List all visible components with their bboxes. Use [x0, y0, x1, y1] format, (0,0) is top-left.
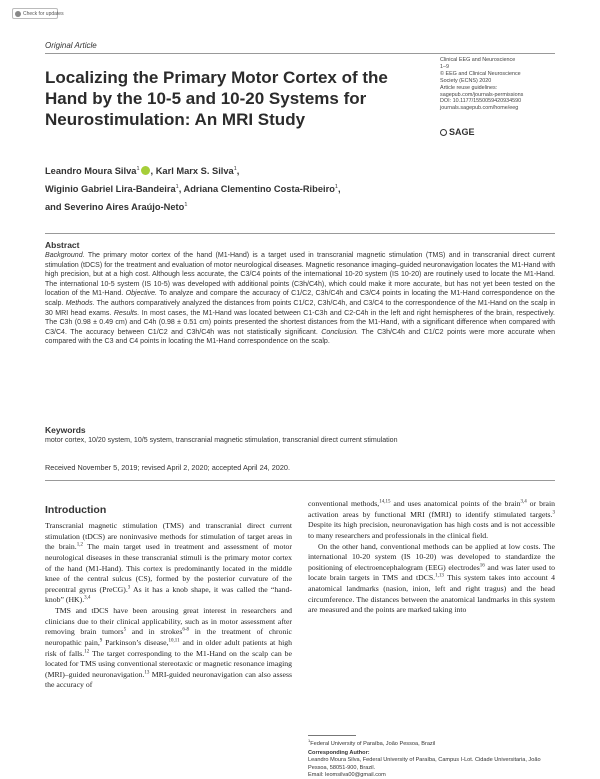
- page-range: 1–9: [440, 63, 449, 70]
- affiliation-footnote: [308, 737, 558, 748]
- citation[interactable]: 1,13: [435, 573, 444, 579]
- footnotes: [308, 737, 558, 779]
- text-run: The target corresponding to the M1-Hand on the scalp can be located for TMS using conventional stereotaxic or magnetic resonance imaging (MRI)–guided neuronavigation.: [45, 648, 292, 679]
- citation[interactable]: 10,11: [168, 638, 180, 644]
- abstract-heading: Abstract: [45, 240, 80, 250]
- article-type: Original Article: [45, 41, 97, 50]
- check-for-updates-label: Check for updates: [23, 10, 64, 17]
- intro-paragraph-1: [45, 521, 292, 606]
- keywords-heading: Keywords: [45, 425, 86, 435]
- abstract-methods: The authors comparatively analyzed the distances from points C1/C2, C3h/C4h, and C3/C4 to the correspondence of the M1-Hand on the scalp in 30 MRI head exams.: [45, 299, 555, 317]
- copyright-year: Society (ECNS) 2020: [440, 77, 492, 84]
- text-run: As it has a knob shape, it was called the “hand-knob” (HK).: [45, 584, 292, 605]
- dates-divider: [45, 480, 555, 481]
- text-run: TMS and tDCS have been arousing great interest in researchers and clinicians due to their clinical applicability, such as in motor assessment after removing brain tumors: [45, 606, 292, 637]
- text-run: in the treatment of chronic neuropathic pain,: [45, 627, 292, 647]
- intro-paragraph-2: [45, 606, 292, 691]
- citation[interactable]: 12: [84, 648, 90, 654]
- orcid-icon[interactable]: [141, 166, 150, 175]
- citation[interactable]: 5: [123, 627, 127, 633]
- reuse-label: Article reuse guidelines:: [440, 84, 498, 91]
- author-name: Wiginio Gabriel Lira-Bandeira: [45, 184, 176, 195]
- check-for-updates-badge[interactable]: [12, 8, 64, 19]
- text-run: MRI-guided neuronavigation can also assess the accuracy of: [45, 669, 292, 690]
- abstract-objective-label: Objective.: [125, 290, 157, 298]
- affiliation-mark: 1: [334, 184, 338, 191]
- citation[interactable]: 14,15: [379, 499, 391, 505]
- abstract-conclusion: The C3h/C4h and C1/C2 points were more accurate when compared with the C3 and C4 points in locating the M1-Hand correspondence on the scalp.: [45, 328, 555, 346]
- intro-paragraph-4: [308, 542, 555, 616]
- citation[interactable]: 9: [99, 638, 103, 644]
- citation[interactable]: 6-8: [182, 627, 190, 633]
- corresponding-author-text: Leandro Moura Silva, Federal University of Paraíba, Campus I-Lot. Cidade Universitaria, João Pessoa, 58051-900, Brazil.: [308, 757, 541, 771]
- intro-paragraph-3: [308, 499, 555, 542]
- doi-link[interactable]: DOI: 10.1177/1550059420934590: [440, 98, 522, 105]
- abstract-background: The primary motor cortex of the hand (M1-Hand) is a target used in transcranial magnetic stimulation (TMS) and in transcranial direct current stimulation (tDCS) for the treatment and evaluation of motor neurological diseases. Magnetic resonance imaging–guided neuronavigation locates the M1-Hand with high precision, but at a high cost. Although less accurate, the C3/C4 points of the international 10-20 system (IS 10-20) are routinely used to locate the M1-Hand. The international 10-5 system (IS 10-5) was developed with additional points (C3h/C4h), which could make it more accurate, but has not yet been tested on the location of the M1-Hand.: [45, 252, 555, 298]
- abstract-results: In most cases, the M1-Hand was located between C1-C3h and C2-C4h in the left and right hemispheres of the brain, respectively. The C3h (0.98 ± 0.49 cm) and C4h (0.98 ± 0.51 cm) points presented the shortest distances from the M1-Hand, with a significant difference when compared with C3/C4. The accuracy between C1/C2 and C3h/C4h was not statistically significant.: [45, 309, 555, 336]
- author-list: Leandro Moura Silva$^1$ , Karl Marx S. Silva$^1$, Wiginio Gabriel Lira-Bandeira$^1$, Adriana Clementino Costa-Ribeiro$^1$, and Severino Aires Araújo-Neto$^1$: [45, 166, 341, 213]
- copyright-line: © EEG and Clinical Neuroscience: [440, 70, 521, 77]
- sage-logo: [440, 127, 475, 137]
- text-run: Despite its high precision, neuronavigation has high costs and is not accessible to many researchers and professionals in the clinical field.: [308, 520, 555, 540]
- text-run: On the other hand, conventional methods can be applied at low costs. The international 10-20 system (IS 10-20) was developed to standardize the positioning of electroencephalogram (EEG) electrodes: [308, 541, 555, 572]
- text-run: or brain activation areas by functional MRI (fMRI) to identify stimulated targets.: [308, 499, 555, 519]
- corresponding-author-email[interactable]: Email: leomsilva00@gmail.com: [308, 772, 386, 779]
- body-column-right: [308, 499, 555, 616]
- author-name: Leandro Moura Silva: [45, 166, 137, 177]
- abstract-background-label: Background.: [45, 252, 85, 259]
- author-name: Adriana Clementino Costa-Ribeiro: [183, 184, 335, 195]
- abstract-methods-label: Methods.: [65, 299, 95, 307]
- text-run: conventional methods,: [308, 499, 380, 508]
- text-run: This system takes into account 4 anatomical landmarks (nasion, inion, left and right tragus) and the head circumference. The distances between the anatomical landmarks in this system are measured and the points are marked taking into: [308, 573, 555, 615]
- footnote-divider: [308, 735, 356, 736]
- article-title: Localizing the Primary Motor Cortex of the Hand by the 10-5 and 10-20 Systems for Neurostimulation: An MRI Study: [45, 68, 388, 129]
- citation[interactable]: 1,2: [76, 542, 83, 548]
- journal-info: [440, 57, 558, 112]
- citation[interactable]: 3: [127, 585, 131, 591]
- citation[interactable]: 13: [144, 670, 150, 676]
- text-run: and in strokes: [126, 627, 183, 637]
- author-conjunction: and: [45, 202, 62, 213]
- affiliation-text: Federal University of Paraíba, João Pessoa, Brazil: [310, 740, 436, 747]
- citation[interactable]: 3,4: [84, 595, 91, 601]
- affiliation-mark: 1: [233, 166, 237, 172]
- header-divider: [45, 53, 555, 54]
- affiliation-mark: 1: [184, 202, 188, 209]
- citation[interactable]: 3,4: [520, 499, 527, 505]
- journal-home-link[interactable]: journals.sagepub.com/home/eeg: [440, 105, 519, 112]
- abstract-body: [45, 251, 555, 347]
- author-name: Karl Marx S. Silva: [155, 166, 234, 177]
- citation[interactable]: 16: [479, 563, 485, 569]
- author-name: Severino Aires Araújo-Neto: [64, 202, 185, 213]
- text-run: and was later used to locate brain targets in TMS and tDCS.: [308, 562, 555, 583]
- text-run: The main target used in treatment and assessment of motor neurological diseases in these transcranial stimuli is the primary motor cortex of the hand (M1-Hand). This cortex is predominantly located in the middle knee of the central sulcus (CS), formed by the posterior curvature of the precentral gyrus (PreCG).: [45, 542, 292, 594]
- affiliation-mark: 1: [308, 738, 311, 743]
- citation[interactable]: 3: [552, 510, 555, 516]
- journal-name: Clinical EEG and Neuroscience: [440, 57, 516, 63]
- affiliation-mark: 1: [175, 184, 179, 191]
- abstract-results-label: Results.: [113, 309, 140, 317]
- abstract-objective: To analyze and compare the accuracy of C1/C2, C3h/C4h and C3/C4 points in locating the M1-Hand correspondence on the scalp.: [45, 290, 555, 307]
- abstract-conclusion-label: Conclusion.: [321, 328, 359, 336]
- keywords-list: motor cortex, 10/20 system, 10/5 system, transcranial magnetic stimulation, transcranial direct current stimulation: [45, 437, 398, 444]
- affiliation-mark: 1: [136, 166, 140, 172]
- body-column-left: [45, 521, 292, 691]
- abstract-divider: [45, 233, 555, 234]
- text-run: and in older adult patients at high risk of falls.: [45, 637, 292, 658]
- publisher-name: SAGE: [449, 127, 475, 137]
- text-run: Transcranial magnetic stimulation (TMS) and transcranial direct current stimulation (tDCS) are noninvasive methods for stimulation of target areas in the brain.: [45, 521, 292, 552]
- permissions-link[interactable]: sagepub.com/journals-permissions: [440, 91, 524, 98]
- introduction-heading: Introduction: [45, 504, 107, 516]
- corresponding-author-heading: Corresponding Author:: [308, 750, 370, 757]
- publication-dates: Received November 5, 2019; revised April 2, 2020; accepted April 24, 2020.: [45, 463, 291, 472]
- update-check-icon: [15, 11, 21, 17]
- text-run: Parkinson’s disease,: [102, 637, 169, 647]
- sage-logo-icon: [440, 129, 447, 136]
- text-run: and uses anatomical points of the brain: [390, 499, 521, 508]
